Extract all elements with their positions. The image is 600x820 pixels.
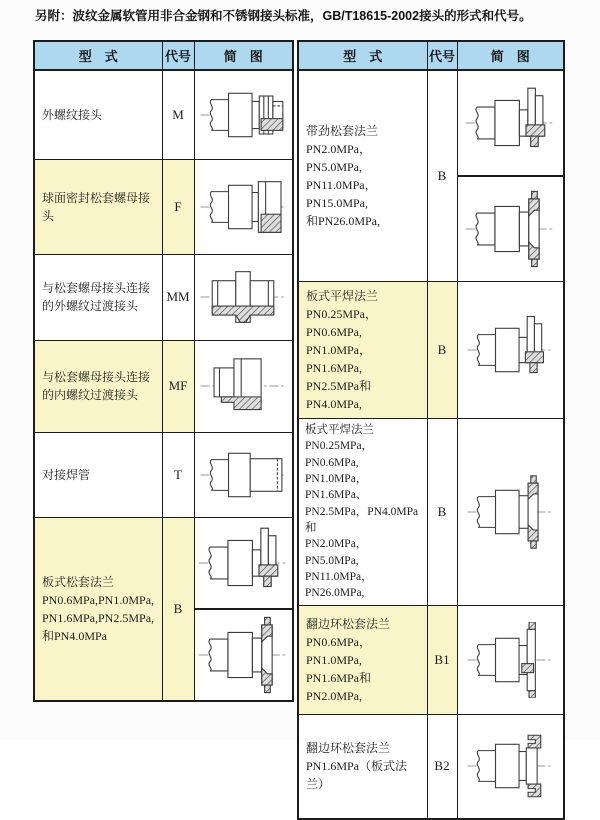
pn-rating-line: PN1.0MPa，PN1.6MPa、 <box>305 472 368 502</box>
right-table-header-row <box>298 41 564 70</box>
flared-ring-loose-flange-diagram <box>463 622 557 698</box>
table-row <box>298 70 564 282</box>
type-cell <box>298 419 427 606</box>
code-cell: F <box>162 159 194 254</box>
pn-rating-line: PN0.25MPa，PN0.6MPa, <box>306 307 378 339</box>
table-row <box>34 159 293 254</box>
male-thread-adapter-diagram <box>196 259 290 335</box>
pn-rating-line: PN11.0MPa，PN26.0MPa, <box>305 570 373 600</box>
diagram-cell <box>194 517 293 701</box>
fitting-name: 与松套螺母接头连接的内螺纹过渡接头 <box>42 370 151 402</box>
spherical-seal-nut-joint-diagram <box>196 169 290 245</box>
code-cell: MM <box>162 254 194 340</box>
type-cell <box>298 605 427 714</box>
column-header-diagram: 简 图 <box>457 41 564 70</box>
plate-loose-flange-diagram-a <box>196 521 290 605</box>
diagram-cell <box>457 282 564 419</box>
pn-rating-line: PN2.0MPa，PN5.0MPa, <box>306 142 372 174</box>
necked-loose-flange-diagram-a <box>463 81 557 165</box>
code-cell: B <box>162 517 194 701</box>
diagram-cell <box>457 419 564 606</box>
diagram-cell <box>194 159 293 254</box>
table-row <box>34 254 293 340</box>
pn-rating-line: PN0.6MPa,PN1.0MPa, <box>42 592 155 607</box>
code-cell: B <box>427 70 457 282</box>
code-cell: MF <box>162 340 194 432</box>
diagram-cell <box>194 432 293 517</box>
diagram-cell <box>194 70 293 159</box>
table-row <box>298 419 564 606</box>
code-cell: B <box>427 282 457 419</box>
pn-rating-line: PN1.6MPa,PN2.5MPa, <box>42 610 155 625</box>
left-fittings-table <box>33 40 294 702</box>
table-row <box>34 517 293 701</box>
fitting-name: 带劲松套法兰 <box>306 124 379 138</box>
diagram-cell <box>194 254 293 340</box>
diagram-cell <box>457 714 564 819</box>
column-header-code: 代号 <box>427 41 457 70</box>
column-header-type: 型 式 <box>298 41 427 70</box>
pn-rating-line: PN1.6MPa和PN2.0MPa, <box>306 670 372 703</box>
type-cell <box>34 432 162 517</box>
diagram-cell <box>457 605 564 714</box>
page-title: 另附：波纹金属软管用非合金钢和不锈钢接头标准，GB/T18615-2002接头的形式和代号。 <box>35 9 532 23</box>
pn-rating-line: PN1.6MPa（板式法兰） <box>306 759 408 792</box>
diagram-cell <box>457 70 564 282</box>
fitting-name: 与松套螺母接头连接的外螺纹过渡接头 <box>42 281 151 313</box>
left-table-header-row <box>34 41 293 70</box>
type-cell <box>34 517 162 701</box>
table-row <box>298 714 564 819</box>
butt-weld-pipe-diagram <box>196 437 290 513</box>
plate-loose-flange-diagram-b <box>196 613 290 697</box>
pn-rating-line: PN2.5MPa和PN4.0MPa, <box>306 379 372 411</box>
type-cell <box>34 70 162 159</box>
fitting-name: 板式平焊法兰 <box>305 424 374 436</box>
pn-rating-line: PN0.6MPa，PN1.0MPa, <box>306 634 372 667</box>
type-cell <box>34 159 162 254</box>
code-cell: B2 <box>427 714 457 819</box>
female-thread-adapter-diagram <box>196 348 290 424</box>
pn-rating-line: 和PN4.0MPa <box>42 628 108 643</box>
right-fittings-table <box>297 40 565 820</box>
flared-ring-plate-flange-diagram <box>463 728 557 804</box>
column-header-type: 型 式 <box>34 41 162 70</box>
diagram-cell <box>194 340 293 432</box>
table-row <box>34 340 293 432</box>
pn-rating-line: PN2.0MPa，PN5.0MPa, <box>305 538 368 567</box>
fitting-name: 外螺纹接头 <box>42 107 103 122</box>
plate-weld-flange-2-diagram <box>463 474 557 550</box>
fitting-name: 板式平焊法兰 <box>306 289 379 303</box>
table-row <box>34 432 293 517</box>
type-cell <box>34 254 162 340</box>
table-row <box>34 70 293 159</box>
type-cell <box>298 70 427 282</box>
pn-rating-line: PN11.0MPa，PN15.0MPa, <box>306 178 377 210</box>
type-cell <box>298 282 427 419</box>
pn-rating-line: 和PN26.0MPa, <box>306 214 381 228</box>
column-header-diagram: 简 图 <box>194 41 293 70</box>
type-cell <box>298 714 427 819</box>
pn-rating-line: PN2.5MPa，PN4.0MPa和 <box>305 505 419 534</box>
fitting-name: 翻边环松套法兰 <box>306 741 391 756</box>
plate-weld-flange-diagram <box>463 312 557 388</box>
code-cell: T <box>162 432 194 517</box>
column-header-code: 代号 <box>162 41 194 70</box>
pn-rating-line: PN0.25MPa，PN0.6MPa, <box>305 440 374 469</box>
necked-loose-flange-diagram-b <box>463 187 557 271</box>
table-row <box>298 282 564 419</box>
code-cell: M <box>162 70 194 159</box>
male-thread-joint-diagram <box>196 77 290 153</box>
fitting-name: 球面密封松套螺母接头 <box>42 190 151 223</box>
code-cell: B <box>427 419 457 606</box>
fitting-name: 板式松套法兰 <box>42 574 115 589</box>
table-row <box>298 605 564 714</box>
fitting-name: 翻边环松套法兰 <box>306 616 391 631</box>
code-cell: B1 <box>427 605 457 714</box>
fitting-name: 对接焊管 <box>42 467 91 482</box>
type-cell <box>34 340 162 432</box>
pn-rating-line: PN1.0MPa，PN1.6MPa, <box>306 343 372 375</box>
